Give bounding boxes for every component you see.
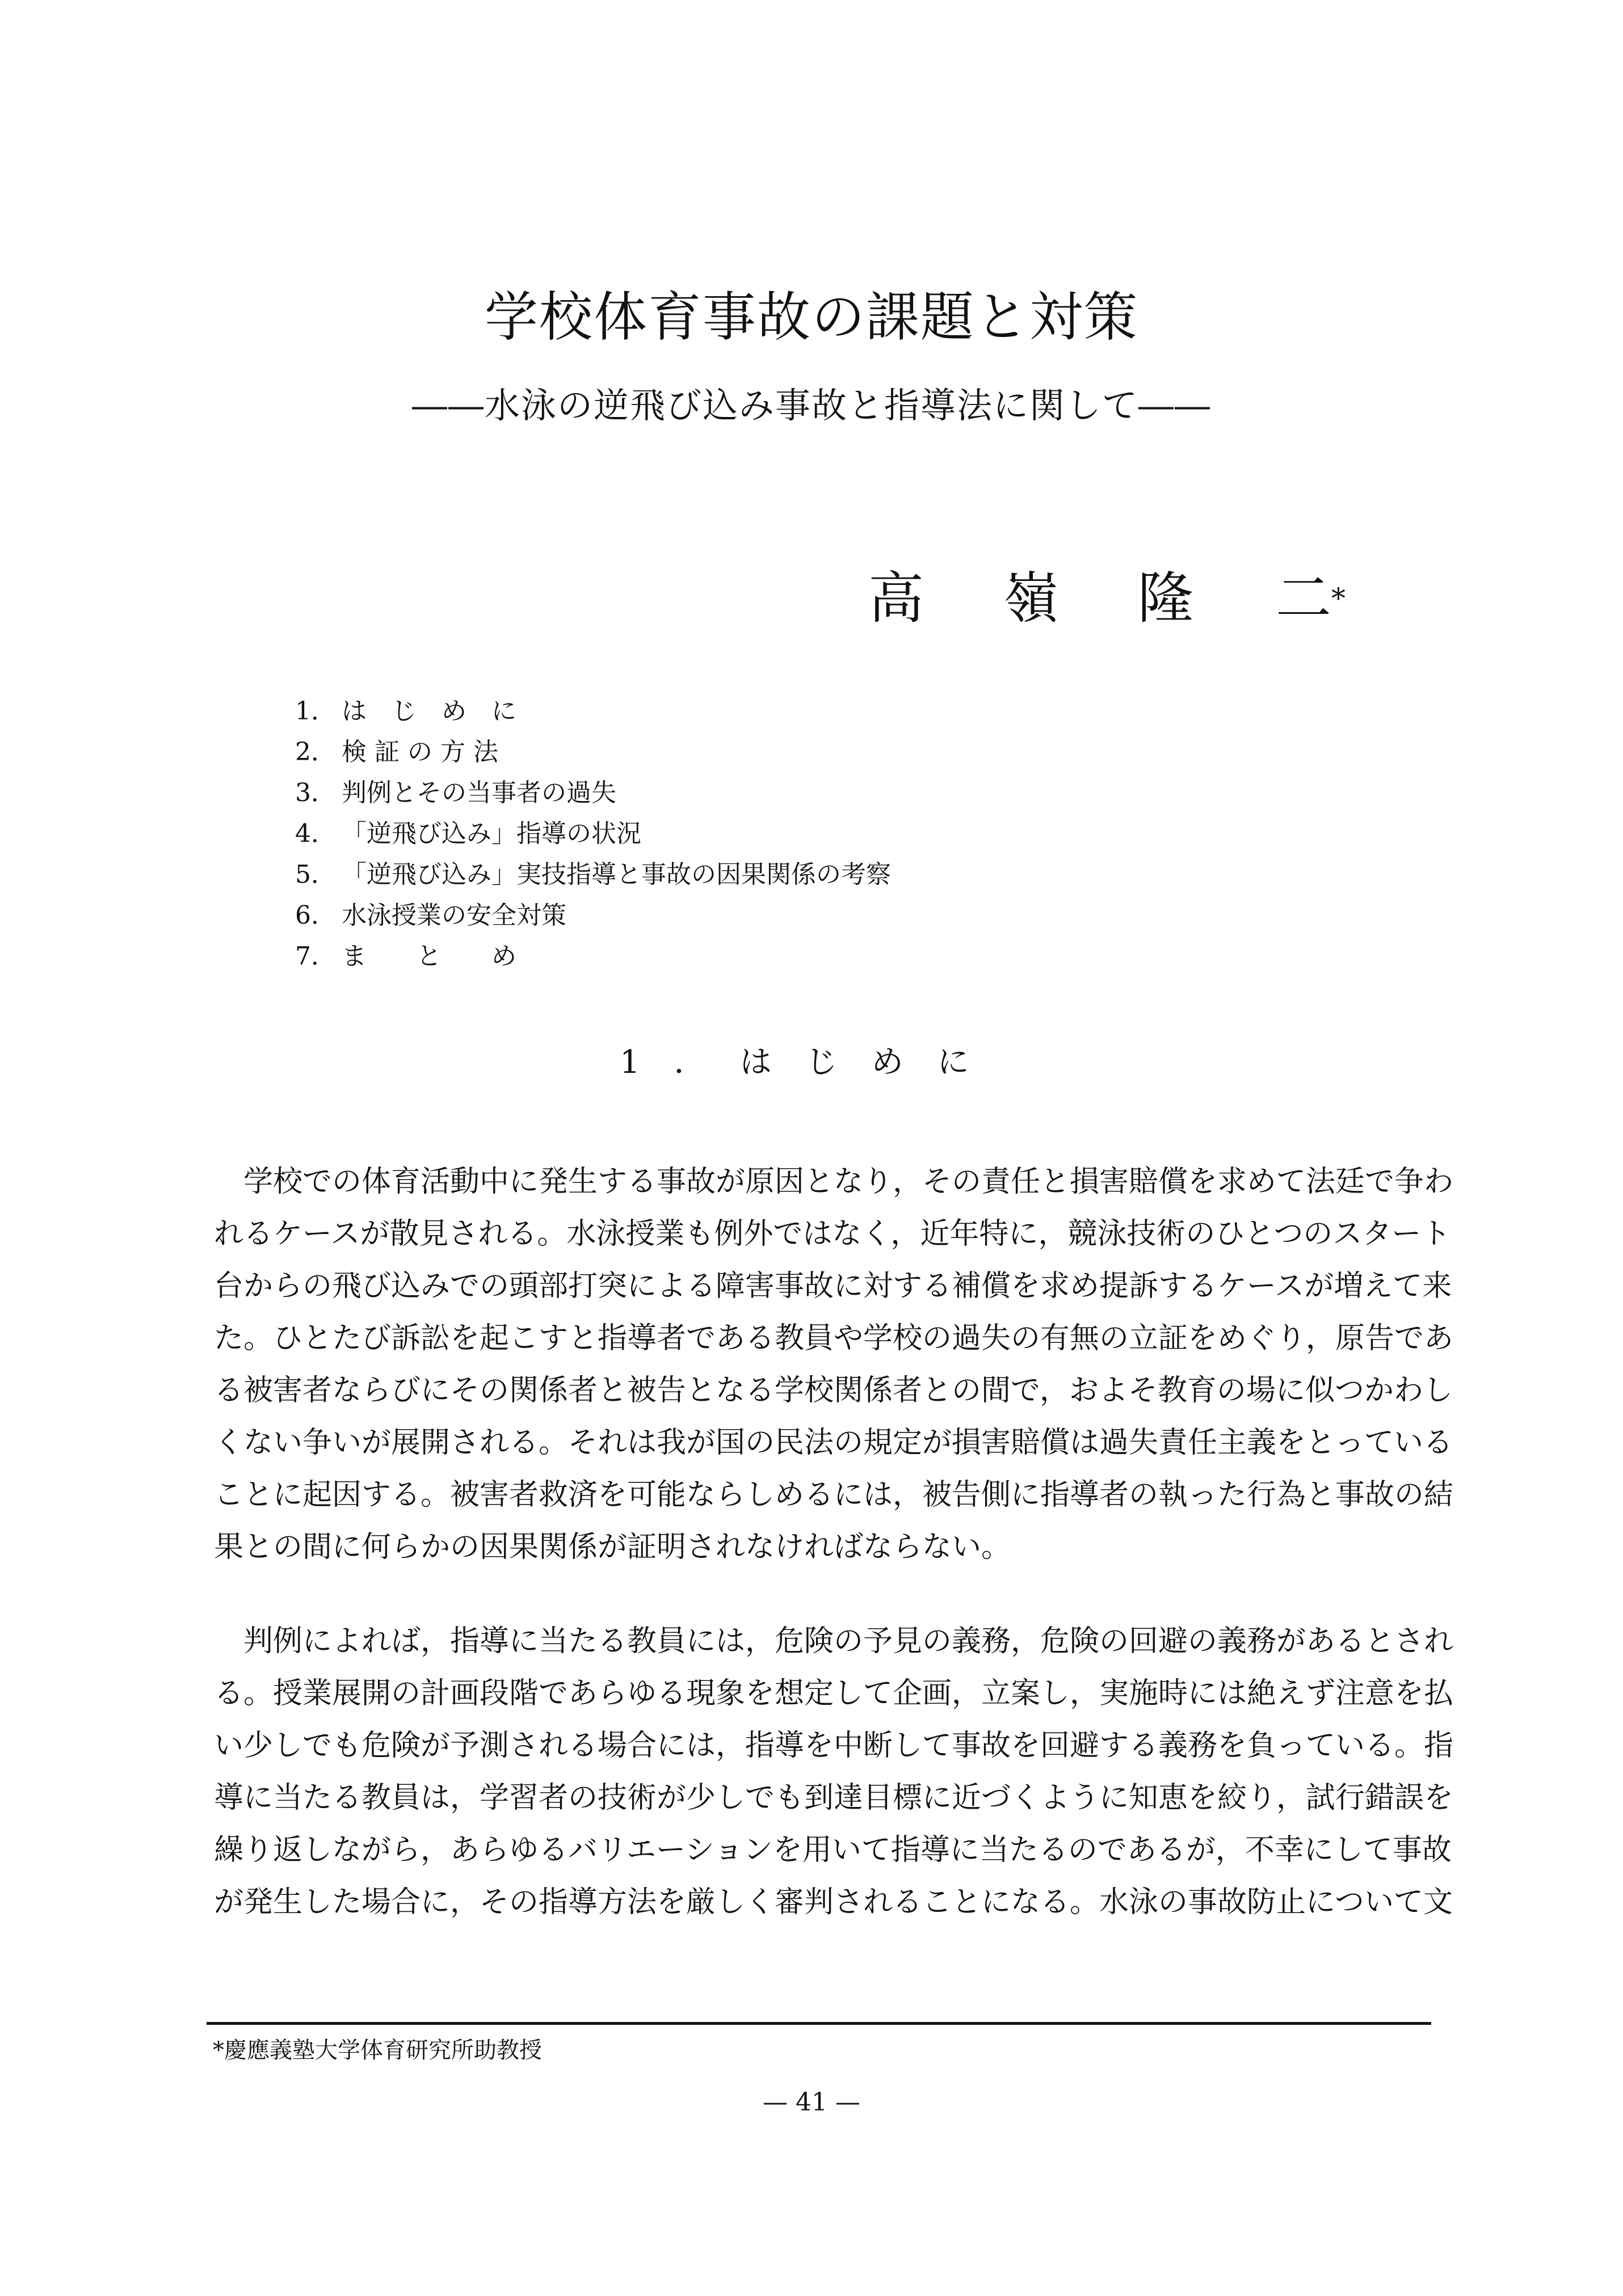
toc-number: 7． — [295, 942, 336, 971]
text-line: 繰り返しながら，あらゆるバリエーションを用いて指導に当たるのであるが，不幸にして事故 — [214, 1833, 1452, 1867]
toc-number: 2． — [295, 738, 336, 766]
body-paragraph — [214, 1162, 1454, 1579]
text-line: 学校での体育活動中に発生する事故が原因となり，その責任と損害賠償を求めて法廷で争わ — [243, 1165, 1454, 1199]
author-char-text: 二 — [1276, 566, 1332, 631]
toc-item — [295, 895, 891, 936]
toc-item — [295, 732, 891, 773]
toc-label: は じ め に — [342, 697, 516, 726]
toc-number: 5． — [295, 860, 336, 889]
author-affiliation-footnote: *慶應義塾大学体育研究所助教授 — [213, 2037, 542, 2063]
toc-number: 1． — [295, 697, 336, 726]
table-of-contents — [295, 691, 891, 977]
page-number: — 41 — — [763, 2088, 860, 2117]
author-char: 隆 — [1138, 566, 1194, 631]
toc-label: 「逆飛び込み」指導の状況 — [342, 819, 641, 848]
toc-item — [295, 936, 891, 977]
body-paragraph — [214, 1621, 1454, 1935]
author-char: 高 — [868, 566, 924, 631]
text-line: い少しでも危険が予測される場合には，指導を中断して事故を回避する義務を負っている。指 — [214, 1729, 1454, 1763]
toc-label: 検 証 の 方 法 — [342, 738, 498, 766]
text-line: た。ひとたび訴訟を起こすと指導者である教員や学校の過失の有無の立証をめぐり，原告であ — [214, 1321, 1454, 1355]
toc-label: 「逆飛び込み」実技指導と事故の因果関係の考察 — [342, 860, 891, 889]
text-line: ことに起因する。被害者救済を可能ならしめるには，被告側に指導者の執った行為と事故の結 — [214, 1478, 1454, 1512]
toc-number: 3． — [295, 778, 336, 807]
text-line: 導に当たる教員は，学習者の技術が少しでも到達目標に近づくように知恵を絞り，試行錯誤を — [214, 1781, 1454, 1815]
text-line: 台からの飛び込みでの頭部打突による障害事故に対する補償を求め提訴するケースが増えて来 — [214, 1269, 1452, 1303]
toc-item — [295, 691, 891, 732]
author-footnote-mark: * — [1331, 582, 1346, 615]
section-heading: 1．はじめに — [620, 1044, 1003, 1081]
author-char — [1276, 567, 1346, 630]
toc-label: ま と め — [342, 942, 516, 971]
text-line: が発生した場合に，その指導方法を厳しく審判されることになる。水泳の事故防止について文 — [214, 1885, 1453, 1919]
text-line: る被害者ならびにその関係者と被告となる学校関係者との間で，およそ教育の場に似つかわし — [214, 1374, 1453, 1408]
author-char: 嶺 — [1003, 566, 1059, 631]
toc-label: 判例とその当事者の過失 — [342, 778, 616, 807]
text-line: くない争いが展開される。それは我が国の民法の規定が損害賠償は過失責任主義をとっている — [214, 1426, 1453, 1460]
paper-title: 学校体育事故の課題と対策 — [484, 287, 1138, 348]
footnote-divider — [207, 2022, 1431, 2025]
text-line: る。授業展開の計画段階であらゆる現象を想定して企画，立案し，実施時には絶えず注意を払 — [214, 1676, 1454, 1711]
toc-item — [295, 854, 891, 895]
toc-label: 水泳授業の安全対策 — [342, 901, 566, 930]
text-line: れるケースが散見される。水泳授業も例外ではなく，近年特に，競泳技術のひとつのスタート — [214, 1217, 1451, 1251]
toc-item — [295, 814, 891, 854]
toc-number: 4． — [295, 819, 336, 848]
toc-number: 6． — [295, 901, 336, 930]
paper-subtitle: ――水泳の逆飛び込み事故と指導法に関して―― — [411, 385, 1211, 426]
toc-item — [295, 773, 891, 814]
text-line: 果との間に何らかの因果関係が証明されなければならない。 — [214, 1530, 1011, 1564]
text-line: 判例によれば，指導に当たる教員には，危険の予見の義務，危険の回避の義務があるとされ — [243, 1624, 1454, 1658]
